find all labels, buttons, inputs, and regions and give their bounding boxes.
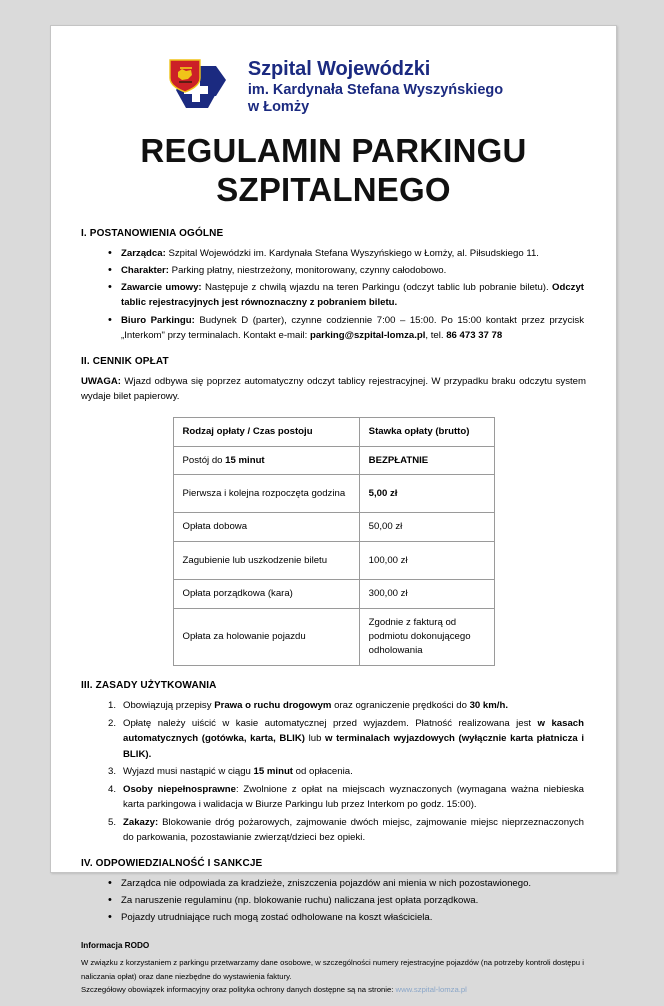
cell-fee-type [173, 446, 359, 475]
logo-title-line2: im. Kardynała Stefana Wyszyńskiego [247, 81, 504, 98]
hospital-logo-block [77, 56, 590, 118]
table-row [173, 513, 494, 542]
item-text-bold: w terminalach wyjazdowych (wyłącznie karta płatnicza i BLIK). [123, 733, 584, 760]
item-text-bold: Zakazy: [123, 816, 159, 828]
list-item [123, 782, 590, 813]
column-header-fee-rate: Stawka opłaty (brutto) [359, 417, 494, 446]
contact-phone: 86 473 37 78 [446, 330, 503, 342]
item-text-after-email: , tel. [425, 330, 447, 342]
page-title [77, 132, 590, 210]
list-item: • Zarządca nie odpowiada za kradzieże, zniszczenia pojazdów ani mienia w nich pozostawionego. [121, 876, 590, 892]
cell-text: Postój do [182, 454, 226, 466]
item-text: Blokowanie dróg pożarowych, zajmowanie dwóch miejsc, zajmowanie miejsc nieprzeznaczonych do parkowania, pozostawianie zwierząt/dzieci bez opieki. [123, 816, 584, 844]
list-item [123, 716, 590, 763]
rodo-paragraph-2 [81, 983, 586, 996]
item-text-bold: 30 km/h. [469, 699, 508, 711]
list-item [121, 313, 590, 344]
cell-fee-rate: 100,00 zł [359, 542, 494, 580]
column-header-fee-type: Rodzaj opłaty / Czas postoju [173, 417, 359, 446]
logo-title-line1: Szpital Wojewódzki [247, 58, 431, 81]
item-text: Następuje z chwilą wjazdu na teren Parkingu (odczyt tablic lub pobranie biletu). [201, 281, 549, 293]
general-provisions-list [77, 246, 590, 344]
list-item [123, 764, 590, 780]
price-table [173, 417, 495, 666]
page-title-line1: REGULAMIN PARKINGU [140, 132, 527, 169]
item-text: : Zwolnione z opłat na miejscach wyznaczonych (wymagana ważna niebieska karta parkingowa i walidacja w Biurze Parkingu lub przez Interkom po godz. 15:00). [123, 783, 584, 811]
liability-list [77, 876, 590, 926]
item-text: oraz ograniczenie prędkości do [331, 699, 470, 711]
cell-fee-rate [359, 446, 494, 475]
section-heading-liability: IV. ODPOWIEDZIALNOŚĆ I SANKCJE [81, 857, 263, 869]
item-text-bold: Osoby niepełnosprawne [123, 783, 236, 795]
list-item [121, 246, 590, 262]
item-text: Obowiązują przepisy [123, 699, 215, 711]
item-bold-tail: Odczyt tablic rejestracyjnych jest równoznaczny z pobraniem biletu. [121, 281, 584, 309]
page-title-line2: SZPITALNEGO [216, 170, 451, 208]
notice-label: UWAGA: [81, 375, 121, 387]
section-heading-usage-rules: III. ZASADY UŻYTKOWANIA [81, 679, 217, 691]
pricing-notice [81, 374, 586, 405]
table-row [173, 609, 494, 666]
item-text-bold: Prawa o ruchu drogowym [214, 699, 332, 711]
cell-fee-type: Opłata dobowa [173, 513, 359, 542]
list-item: • Za naruszenie regulaminu (np. blokowanie ruchu) naliczana jest opłata porządkowa. [121, 893, 590, 909]
logo-title-line3: w Łomży [247, 99, 310, 116]
cell-fee-type: Zagubienie lub uszkodzenie biletu [173, 542, 359, 580]
item-text: Szpital Wojewódzki im. Kardynała Stefana Wyszyńskiego w Łomży, al. Piłsudskiego 11. [165, 247, 539, 259]
cell-fee-rate [359, 475, 494, 513]
cell-value: 5,00 zł [368, 487, 398, 499]
table-row [173, 446, 494, 475]
rodo-body [81, 956, 586, 996]
item-text-bold: 15 minut [253, 766, 293, 778]
list-item: • Pojazdy utrudniające ruch mogą zostać odholowane na koszt właściciela. [121, 910, 590, 926]
list-item [123, 698, 590, 714]
item-text: Parking płatny, niestrzeżony, monitorowany, czynny całodobowo. [169, 264, 447, 276]
rodo-paragraph-1: W związku z korzystaniem z parkingu przetwarzamy dane osobowe, w szczególności numery rejestracyjne pojazdów (na potrzeby kontroli dostępu i naliczania opłat) oraz dane niezbędne do wystawienia faktury. [81, 958, 584, 981]
rodo-heading: Informacja RODO [81, 941, 150, 951]
list-item [121, 280, 590, 311]
item-label: Zarządca: [121, 247, 166, 259]
item-text: od opłacenia. [293, 766, 353, 778]
cell-fee-type: Pierwsza i kolejna rozpoczęta godzina [173, 475, 359, 513]
usage-rules-list [77, 698, 590, 846]
item-text: Budynek D (parter), czynne codziennie 7:00 – 15:00. Po 15:00 kontakt przez przycisk „Interkom" przy terminalach. Kontakt e-mail: [121, 314, 584, 342]
table-row [173, 475, 494, 513]
item-label: Biuro Parkingu: [121, 314, 195, 326]
cell-value: BEZPŁATNIE [368, 454, 429, 466]
cell-fee-type: Opłata za holowanie pojazdu [173, 609, 359, 666]
table-row [173, 580, 494, 609]
notice-text: Wjazd odbywa się poprzez automatyczny odczyt tablicy rejestracyjnej. W przypadku braku odczytu system wydaje bilet papierowy. [81, 375, 586, 403]
document-page [50, 25, 617, 994]
hospital-logo-icon [164, 56, 238, 118]
section-heading-general: I. POSTANOWIENIA OGÓLNE [81, 227, 224, 239]
section-heading-pricing: II. CENNIK OPŁAT [81, 355, 169, 367]
table-row [173, 542, 494, 580]
item-text: Opłatę należy uiścić w kasie automatycznej przed wyjazdem. Płatność realizowana jest [123, 717, 538, 729]
cell-fee-rate: 300,00 zł [359, 580, 494, 609]
cell-text-bold: 15 minut [225, 454, 265, 466]
table-header-row [173, 417, 494, 446]
contact-email: parking@szpital-lomza.pl [309, 330, 426, 342]
cell-fee-type: Opłata porządkowa (kara) [173, 580, 359, 609]
item-text-bold: w kasach automatycznych (gotówka, karta, BLIK) [123, 717, 584, 745]
item-label: Zawarcie umowy: [121, 281, 202, 293]
hospital-website-link[interactable]: www.szpital-lomza.pl [395, 984, 467, 994]
rodo-paragraph-2-text: Szczegółowy obowiązek informacyjny oraz polityka ochrony danych dostępne są na stronie: [81, 984, 396, 994]
item-text: lub [304, 733, 326, 745]
list-item [123, 815, 590, 846]
cell-fee-rate: Zgodnie z fakturą od podmiotu dokonującego odholowania [359, 609, 494, 666]
cell-fee-rate: 50,00 zł [359, 513, 494, 542]
item-label: Charakter: [121, 264, 169, 276]
list-item [121, 263, 590, 279]
item-text: Wyjazd musi nastąpić w ciągu [123, 766, 254, 778]
